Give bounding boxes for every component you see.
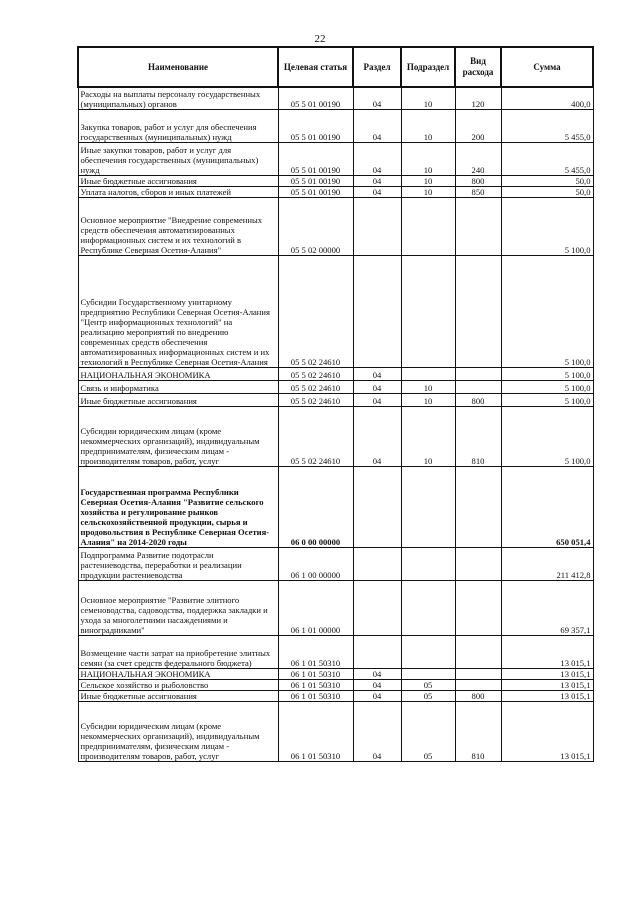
cell-name: Связь и информатика [78, 380, 278, 393]
cell-expense-type: 800 [455, 393, 501, 406]
cell-subsection: 10 [401, 109, 455, 142]
cell-target-article: 05 5 01 00190 [278, 87, 353, 109]
header-section: Раздел [353, 47, 401, 87]
cell-sum: 5 455,0 [501, 142, 593, 175]
cell-section [353, 580, 401, 635]
cell-sum: 5 100,0 [501, 380, 593, 393]
cell-target-article: 05 5 02 24610 [278, 367, 353, 380]
cell-section: 04 [353, 367, 401, 380]
cell-name: Субсидии юридическим лицам (кроме некоммерческих организаций), индивидуальным предпринимателям, физическим лицам - производителям товаров, работ, услуг [78, 701, 278, 761]
cell-target-article: 06 1 01 00000 [278, 580, 353, 635]
cell-section [353, 635, 401, 668]
cell-expense-type [455, 679, 501, 690]
cell-subsection [401, 635, 455, 668]
cell-target-article: 06 1 01 50310 [278, 701, 353, 761]
cell-sum: 5 100,0 [501, 255, 593, 367]
cell-name: Государственная программа Республики Северная Осетия-Алания "Развитие сельского хозяйства и регулирование рынков сельскохозяйственной продукции, сырья и продовольствия в Республике Северная Осетия-Алания" на 2014-2020 годы [78, 466, 278, 547]
cell-section: 04 [353, 393, 401, 406]
table-row [78, 701, 593, 761]
cell-expense-type [455, 668, 501, 679]
cell-name: Сельское хозяйство и рыболовство [78, 679, 278, 690]
header-expense-type: Вид расхода [455, 47, 501, 87]
cell-section [353, 255, 401, 367]
cell-expense-type: 800 [455, 690, 501, 701]
cell-section: 04 [353, 109, 401, 142]
cell-section: 04 [353, 406, 401, 466]
cell-subsection: 10 [401, 393, 455, 406]
cell-target-article: 05 5 02 24610 [278, 406, 353, 466]
cell-name: Основное мероприятие "Развитие элитного семеноводства, садоводства, поддержка закладки и ухода за многолетними насаждениями и виноградниками" [78, 580, 278, 635]
cell-subsection [401, 367, 455, 380]
cell-sum: 5 100,0 [501, 406, 593, 466]
cell-subsection [401, 197, 455, 255]
cell-sum: 650 051,4 [501, 466, 593, 547]
cell-section: 04 [353, 679, 401, 690]
table-row [78, 255, 593, 367]
cell-target-article: 05 5 01 00190 [278, 175, 353, 186]
table-row [78, 175, 593, 186]
cell-target-article: 06 1 01 50310 [278, 668, 353, 679]
table-row [78, 197, 593, 255]
cell-name: НАЦИОНАЛЬНАЯ ЭКОНОМИКА [78, 367, 278, 380]
cell-subsection: 10 [401, 87, 455, 109]
cell-target-article: 05 5 01 00190 [278, 142, 353, 175]
cell-subsection [401, 547, 455, 580]
cell-expense-type: 800 [455, 175, 501, 186]
cell-expense-type [455, 580, 501, 635]
cell-target-article: 06 1 00 00000 [278, 547, 353, 580]
cell-section [353, 197, 401, 255]
cell-target-article: 05 5 01 00190 [278, 109, 353, 142]
cell-expense-type [455, 255, 501, 367]
cell-sum: 13 015,1 [501, 668, 593, 679]
table-row [78, 635, 593, 668]
cell-subsection: 05 [401, 690, 455, 701]
cell-subsection: 10 [401, 142, 455, 175]
header-target: Целевая статья [278, 47, 353, 87]
cell-target-article: 05 5 02 24610 [278, 380, 353, 393]
cell-sum: 50,0 [501, 175, 593, 186]
cell-target-article: 06 1 01 50310 [278, 690, 353, 701]
cell-sum: 5 100,0 [501, 393, 593, 406]
cell-expense-type: 120 [455, 87, 501, 109]
table-row [78, 186, 593, 197]
cell-name: Закупка товаров, работ и услуг для обеспечения государственных (муниципальных) нужд [78, 109, 278, 142]
cell-name: Расходы на выплаты персоналу государственных (муниципальных) органов [78, 87, 278, 109]
cell-target-article: 06 0 00 00000 [278, 466, 353, 547]
cell-subsection: 10 [401, 175, 455, 186]
cell-expense-type: 810 [455, 701, 501, 761]
cell-sum: 13 015,1 [501, 701, 593, 761]
cell-target-article: 05 5 02 24610 [278, 255, 353, 367]
header-subsection: Подраздел [401, 47, 455, 87]
cell-sum: 69 357,1 [501, 580, 593, 635]
cell-subsection: 10 [401, 186, 455, 197]
cell-name: НАЦИОНАЛЬНАЯ ЭКОНОМИКА [78, 668, 278, 679]
table-row [78, 87, 593, 109]
cell-section [353, 466, 401, 547]
cell-name: Иные бюджетные ассигнования [78, 175, 278, 186]
table-row [78, 393, 593, 406]
page-number: 22 [314, 33, 326, 45]
cell-target-article: 05 5 02 00000 [278, 197, 353, 255]
cell-target-article: 05 5 01 00190 [278, 186, 353, 197]
cell-sum: 13 015,1 [501, 679, 593, 690]
cell-name: Уплата налогов, сборов и иных платежей [78, 186, 278, 197]
cell-expense-type [455, 367, 501, 380]
budget-table [77, 46, 594, 762]
header-sum: Сумма [501, 47, 593, 87]
table-row [78, 679, 593, 690]
cell-name: Иные бюджетные ассигнования [78, 393, 278, 406]
table-header-row [78, 47, 593, 87]
table-row [78, 367, 593, 380]
cell-name: Субсидии Государственному унитарному предприятию Республики Северная Осетия-Алания "Центр информационных технологий" на реализацию мероприятий по внедрению современных средств обеспечения автоматизированных информационных систем и их технологий в Республике Северная Осетия-Алания [78, 255, 278, 367]
cell-section: 04 [353, 690, 401, 701]
cell-target-article: 06 1 01 50310 [278, 679, 353, 690]
cell-subsection [401, 668, 455, 679]
cell-expense-type [455, 466, 501, 547]
cell-target-article: 06 1 01 50310 [278, 635, 353, 668]
cell-section: 04 [353, 186, 401, 197]
table-row [78, 109, 593, 142]
cell-section: 04 [353, 175, 401, 186]
cell-expense-type [455, 197, 501, 255]
cell-section: 04 [353, 87, 401, 109]
table-row [78, 668, 593, 679]
cell-name: Иные бюджетные ассигнования [78, 690, 278, 701]
table-row [78, 380, 593, 393]
table-row [78, 690, 593, 701]
table-row [78, 547, 593, 580]
cell-expense-type: 850 [455, 186, 501, 197]
cell-target-article: 05 5 02 24610 [278, 393, 353, 406]
cell-subsection [401, 255, 455, 367]
cell-sum: 5 455,0 [501, 109, 593, 142]
header-name: Наименование [78, 47, 278, 87]
cell-subsection: 05 [401, 701, 455, 761]
cell-name: Иные закупки товаров, работ и услуг для обеспечения государственных (муниципальных) нужд [78, 142, 278, 175]
cell-expense-type [455, 547, 501, 580]
cell-section: 04 [353, 142, 401, 175]
cell-sum: 13 015,1 [501, 635, 593, 668]
cell-subsection [401, 466, 455, 547]
cell-sum: 211 412,8 [501, 547, 593, 580]
table-row [78, 142, 593, 175]
cell-section: 04 [353, 668, 401, 679]
cell-sum: 5 100,0 [501, 367, 593, 380]
cell-section: 04 [353, 701, 401, 761]
cell-sum: 13 015,1 [501, 690, 593, 701]
cell-section [353, 547, 401, 580]
cell-expense-type [455, 380, 501, 393]
cell-subsection: 10 [401, 380, 455, 393]
cell-expense-type: 200 [455, 109, 501, 142]
cell-subsection [401, 580, 455, 635]
cell-expense-type: 810 [455, 406, 501, 466]
cell-sum: 50,0 [501, 186, 593, 197]
cell-expense-type [455, 635, 501, 668]
cell-sum: 400,0 [501, 87, 593, 109]
cell-name: Подпрограмма Развитие подотрасли растениеводства, переработки и реализации продукции растениеводства [78, 547, 278, 580]
cell-name: Возмещение части затрат на приобретение элитных семян (за счет средств федерального бюджета) [78, 635, 278, 668]
cell-name: Основное мероприятие "Внедрение современных средств обеспечения автоматизированных информационных систем и их технологий в Республике Северная Осетия-Алания" [78, 197, 278, 255]
table-row [78, 466, 593, 547]
cell-subsection: 10 [401, 406, 455, 466]
table-row [78, 406, 593, 466]
cell-sum: 5 100,0 [501, 197, 593, 255]
table-row [78, 580, 593, 635]
cell-name: Субсидии юридическим лицам (кроме некоммерческих организаций), индивидуальным предпринимателям, физическим лицам - производителям товаров, работ, услуг [78, 406, 278, 466]
cell-section: 04 [353, 380, 401, 393]
cell-expense-type: 240 [455, 142, 501, 175]
cell-subsection: 05 [401, 679, 455, 690]
